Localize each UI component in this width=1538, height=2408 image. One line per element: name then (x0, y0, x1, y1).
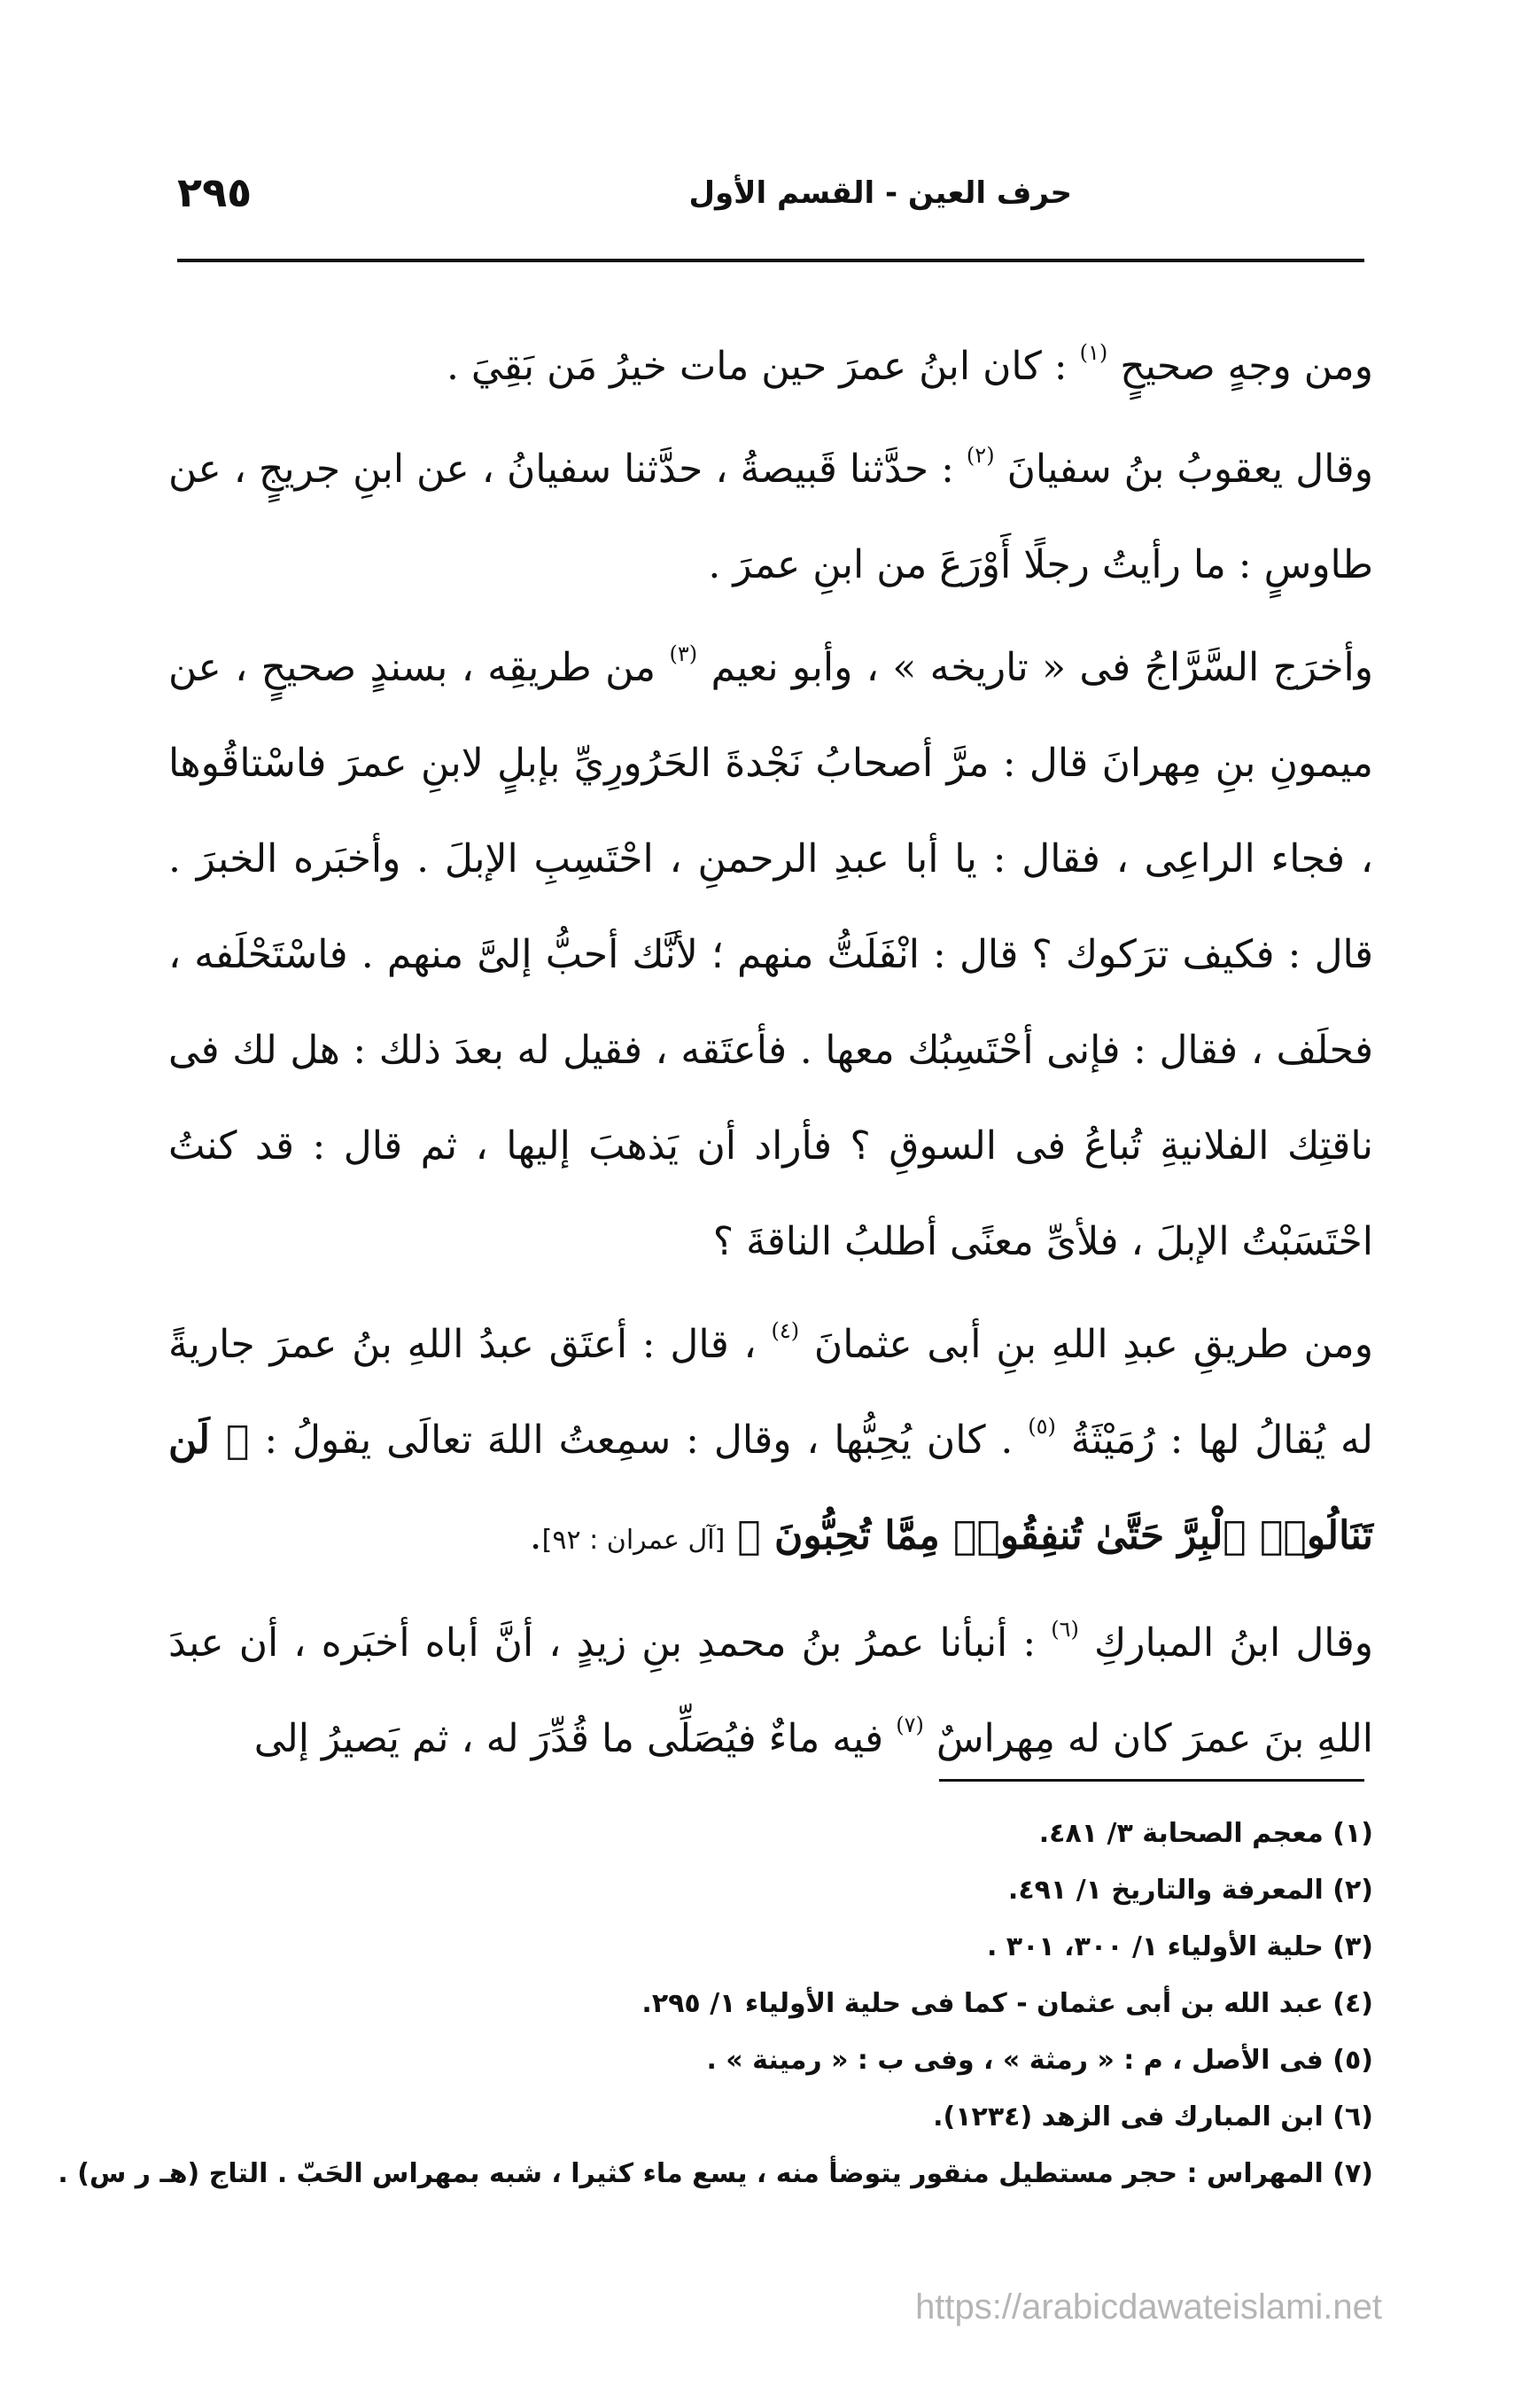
footnote-1: (١) معجم الصحابة ٣/ ٤٨١. (1038, 1818, 1373, 1849)
paragraph-2 (168, 422, 1373, 613)
footnote-ref-5: (٥) (1028, 1414, 1056, 1439)
header-rule (177, 259, 1364, 262)
paragraph-4-text-d: . (529, 1513, 542, 1558)
paragraph-2-text-b: : حدَّثنا قَبيصةُ ، حدَّثنا سفيانُ ، عن ابنِ جريجٍ ، عن طاوسٍ : ما رأيتُ رجلًا أَوْرَعَ من ابنِ عمرَ . (168, 447, 1373, 587)
paragraph-3 (168, 620, 1373, 1290)
footnote-3: (٣) حلية الأولياء ١/ ٣٠٠، ٣٠١ . (986, 1931, 1373, 1962)
paragraph-1 (168, 319, 1373, 415)
paragraph-3-text-a: وأخرَج السَّرَّاجُ فى « تاريخه » ، وأبو نعيم (711, 645, 1373, 690)
paragraph-1-text-b: : كان ابنُ عمرَ حين مات خيرُ مَن بَقِيَ . (446, 344, 1068, 389)
footnote-ref-1: (١) (1079, 340, 1108, 365)
footnote-5: (٥) فى الأصل ، م : « رمثة » ، وفى ب : « رمينة » . (706, 2045, 1373, 2076)
paragraph-5 (168, 1596, 1373, 1787)
paragraph-4-text-b: ، قال : أعتَق عبدُ اللهِ بنُ عمرَ جاريةً له يُقالُ لها : رُمَيْثَةُ (168, 1322, 1373, 1463)
footnote-ref-3: (٣) (669, 641, 698, 666)
paragraph-5-text-c: فيه ماءٌ فيُصَلِّى ما قُدِّرَ له ، ثم يَصيرُ إلى (253, 1716, 884, 1761)
paragraph-4-text-c: . كان يُحِبُّها ، وقال : سمِعتُ اللهَ تعالَى يقولُ : (264, 1418, 1014, 1463)
page-header (177, 168, 1364, 239)
footnote-rule (939, 1779, 1364, 1782)
footnote-ref-4: (٤) (771, 1318, 800, 1343)
verse-citation: [آل عمران : ٩٢] (541, 1525, 726, 1556)
watermark-url: https://arabicdawateislami.net (915, 2288, 1382, 2326)
footnote-ref-7: (٧) (896, 1713, 924, 1737)
footnote-6: (٦) ابن المبارك فى الزهد (١٢٣٤). (933, 2101, 1373, 2132)
paragraph-3-text-b: من طريقِه ، بسندٍ صحيحٍ ، عن ميمونِ بنِ مِهرانَ قال : مرَّ أصحابُ نَجْدةَ الحَرُورِيِّ بإبلٍ لابنِ عمرَ فاسْتاقُوها ، فجاء الراعِى ، فقال : يا أبا عبدِ الرحمنِ ، احْتَسِبِ الإبلَ . وأخبَره الخبرَ . قال : فكيف ترَكوك ؟ قال : انْفَلَتُّ منهم ؛ لأنَّك أحبُّ إلىَّ منهم . فاسْتَحْلَفه ، فحلَف ، فقال : فإنى أحْتَسِبُك معها . فأعتَقه ، فقيل له بعدَ ذلك : هل لك فى ناقتِك الفلانيةِ تُباعُ فى السوقِ ؟ فأراد أن يَذهبَ إليها ، ثم قال : قد كنتُ احْتَسَبْتُ الإبلَ ، فلأىِّ معنًى أطلبُ الناقةَ ؟ (168, 645, 1373, 1264)
footnote-4: (٤) عبد الله بن أبى عثمان - كما فى حلية الأولياء ١/ ٢٩٥. (641, 1988, 1373, 2019)
paragraph-4-text-a: ومن طريقِ عبدِ اللهِ بنِ أبى عثمانَ (813, 1322, 1373, 1367)
page-number: ٢٩٥ (177, 168, 252, 216)
footnote-7: (٧) المهراس : حجر مستطيل منقور يتوضأ منه ، يسع ماء كثيرا ، شبه بمهراس الحَبّ . التاج (هـ ر س) . (58, 2158, 1373, 2189)
paragraph-5-text-b: : أنبأنا عمرُ بنُ محمدِ بنِ زيدٍ ، أنَّ أباه أخبَره ، أن عبدَ اللهِ بنَ عمرَ كان له مِهراسٌ (168, 1620, 1373, 1761)
quran-verse: ﴿ لَن تَنَالُوا۟ ٱلْبِرَّ حَتَّىٰ تُنفِقُوا۟ مِمَّا تُحِبُّونَ ﴾ (168, 1418, 1373, 1558)
paragraph-4 (168, 1297, 1373, 1589)
paragraph-2-text-a: وقال يعقوبُ بنُ سفيانَ (1006, 447, 1373, 492)
footnote-ref-6: (٦) (1051, 1617, 1079, 1642)
footnotes (58, 1806, 1373, 2202)
running-title: حرف العين - القسم الأول (688, 175, 1072, 211)
main-text (168, 319, 1373, 1787)
footnote-ref-2: (٢) (966, 443, 995, 468)
paragraph-1-text-a: ومن وجهٍ صحيحٍ (1120, 344, 1373, 389)
paragraph-5-text-a: وقال ابنُ المباركِ (1093, 1620, 1373, 1666)
footnote-2: (٢) المعرفة والتاريخ ١/ ٤٩١. (1007, 1875, 1373, 1906)
